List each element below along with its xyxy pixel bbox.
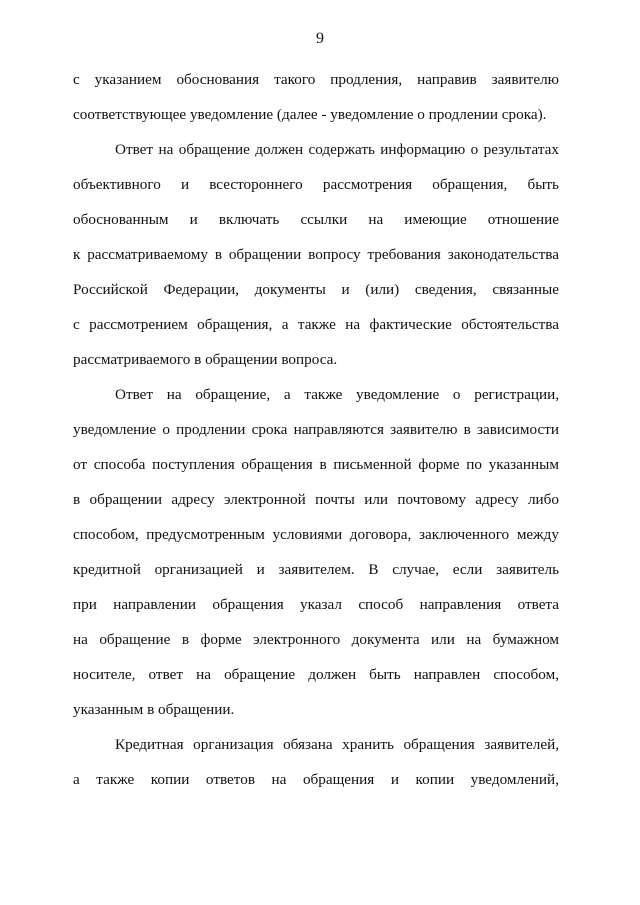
text-line: с рассмотрением обращения, а также на фактические обстоятельства <box>73 316 559 333</box>
text-line: объективного и всестороннего рассмотрения обращения, быть <box>73 176 559 193</box>
text-line: Российской Федерации, документы и (или) сведения, связанные <box>73 281 559 298</box>
text-line: с указанием обоснования такого продления, направив заявителю <box>73 71 559 88</box>
text-line: в обращении адресу электронной почты или почтовому адресу либо <box>73 491 559 508</box>
text-line: уведомление о продлении срока направляются заявителю в зависимости <box>73 421 559 438</box>
page-number: 9 <box>316 30 324 47</box>
text-line: от способа поступления обращения в письменной форме по указанным <box>73 456 559 473</box>
text-line: указанным в обращении. <box>73 701 235 718</box>
paragraph <box>73 727 559 797</box>
text-line: обоснованным и включать ссылки на имеющие отношение <box>73 211 559 228</box>
text-line: к рассматриваемому в обращении вопросу требования законодательства <box>73 246 559 263</box>
document-page <box>73 62 559 797</box>
text-line: кредитной организацией и заявителем. В случае, если заявитель <box>73 561 559 578</box>
text-line: рассматриваемого в обращении вопроса. <box>73 351 338 368</box>
text-line: носителе, ответ на обращение должен быть направлен способом, <box>73 666 559 683</box>
text-line: на обращение в форме электронного документа или на бумажном <box>73 631 559 648</box>
text-line: Кредитная организация обязана хранить обращения заявителей, <box>115 736 559 753</box>
text-line: при направлении обращения указал способ направления ответа <box>73 596 559 613</box>
text-line: Ответ на обращение должен содержать информацию о результатах <box>115 141 559 158</box>
text-line: способом, предусмотренным условиями договора, заключенного между <box>73 526 559 543</box>
paragraph <box>73 62 559 132</box>
text-line: а также копии ответов на обращения и копии уведомлений, <box>73 771 559 788</box>
paragraph <box>73 132 559 377</box>
text-line: Ответ на обращение, а также уведомление о регистрации, <box>115 386 559 403</box>
text-line: соответствующее уведомление (далее - уведомление о продлении срока). <box>73 106 547 123</box>
paragraph <box>73 377 559 727</box>
